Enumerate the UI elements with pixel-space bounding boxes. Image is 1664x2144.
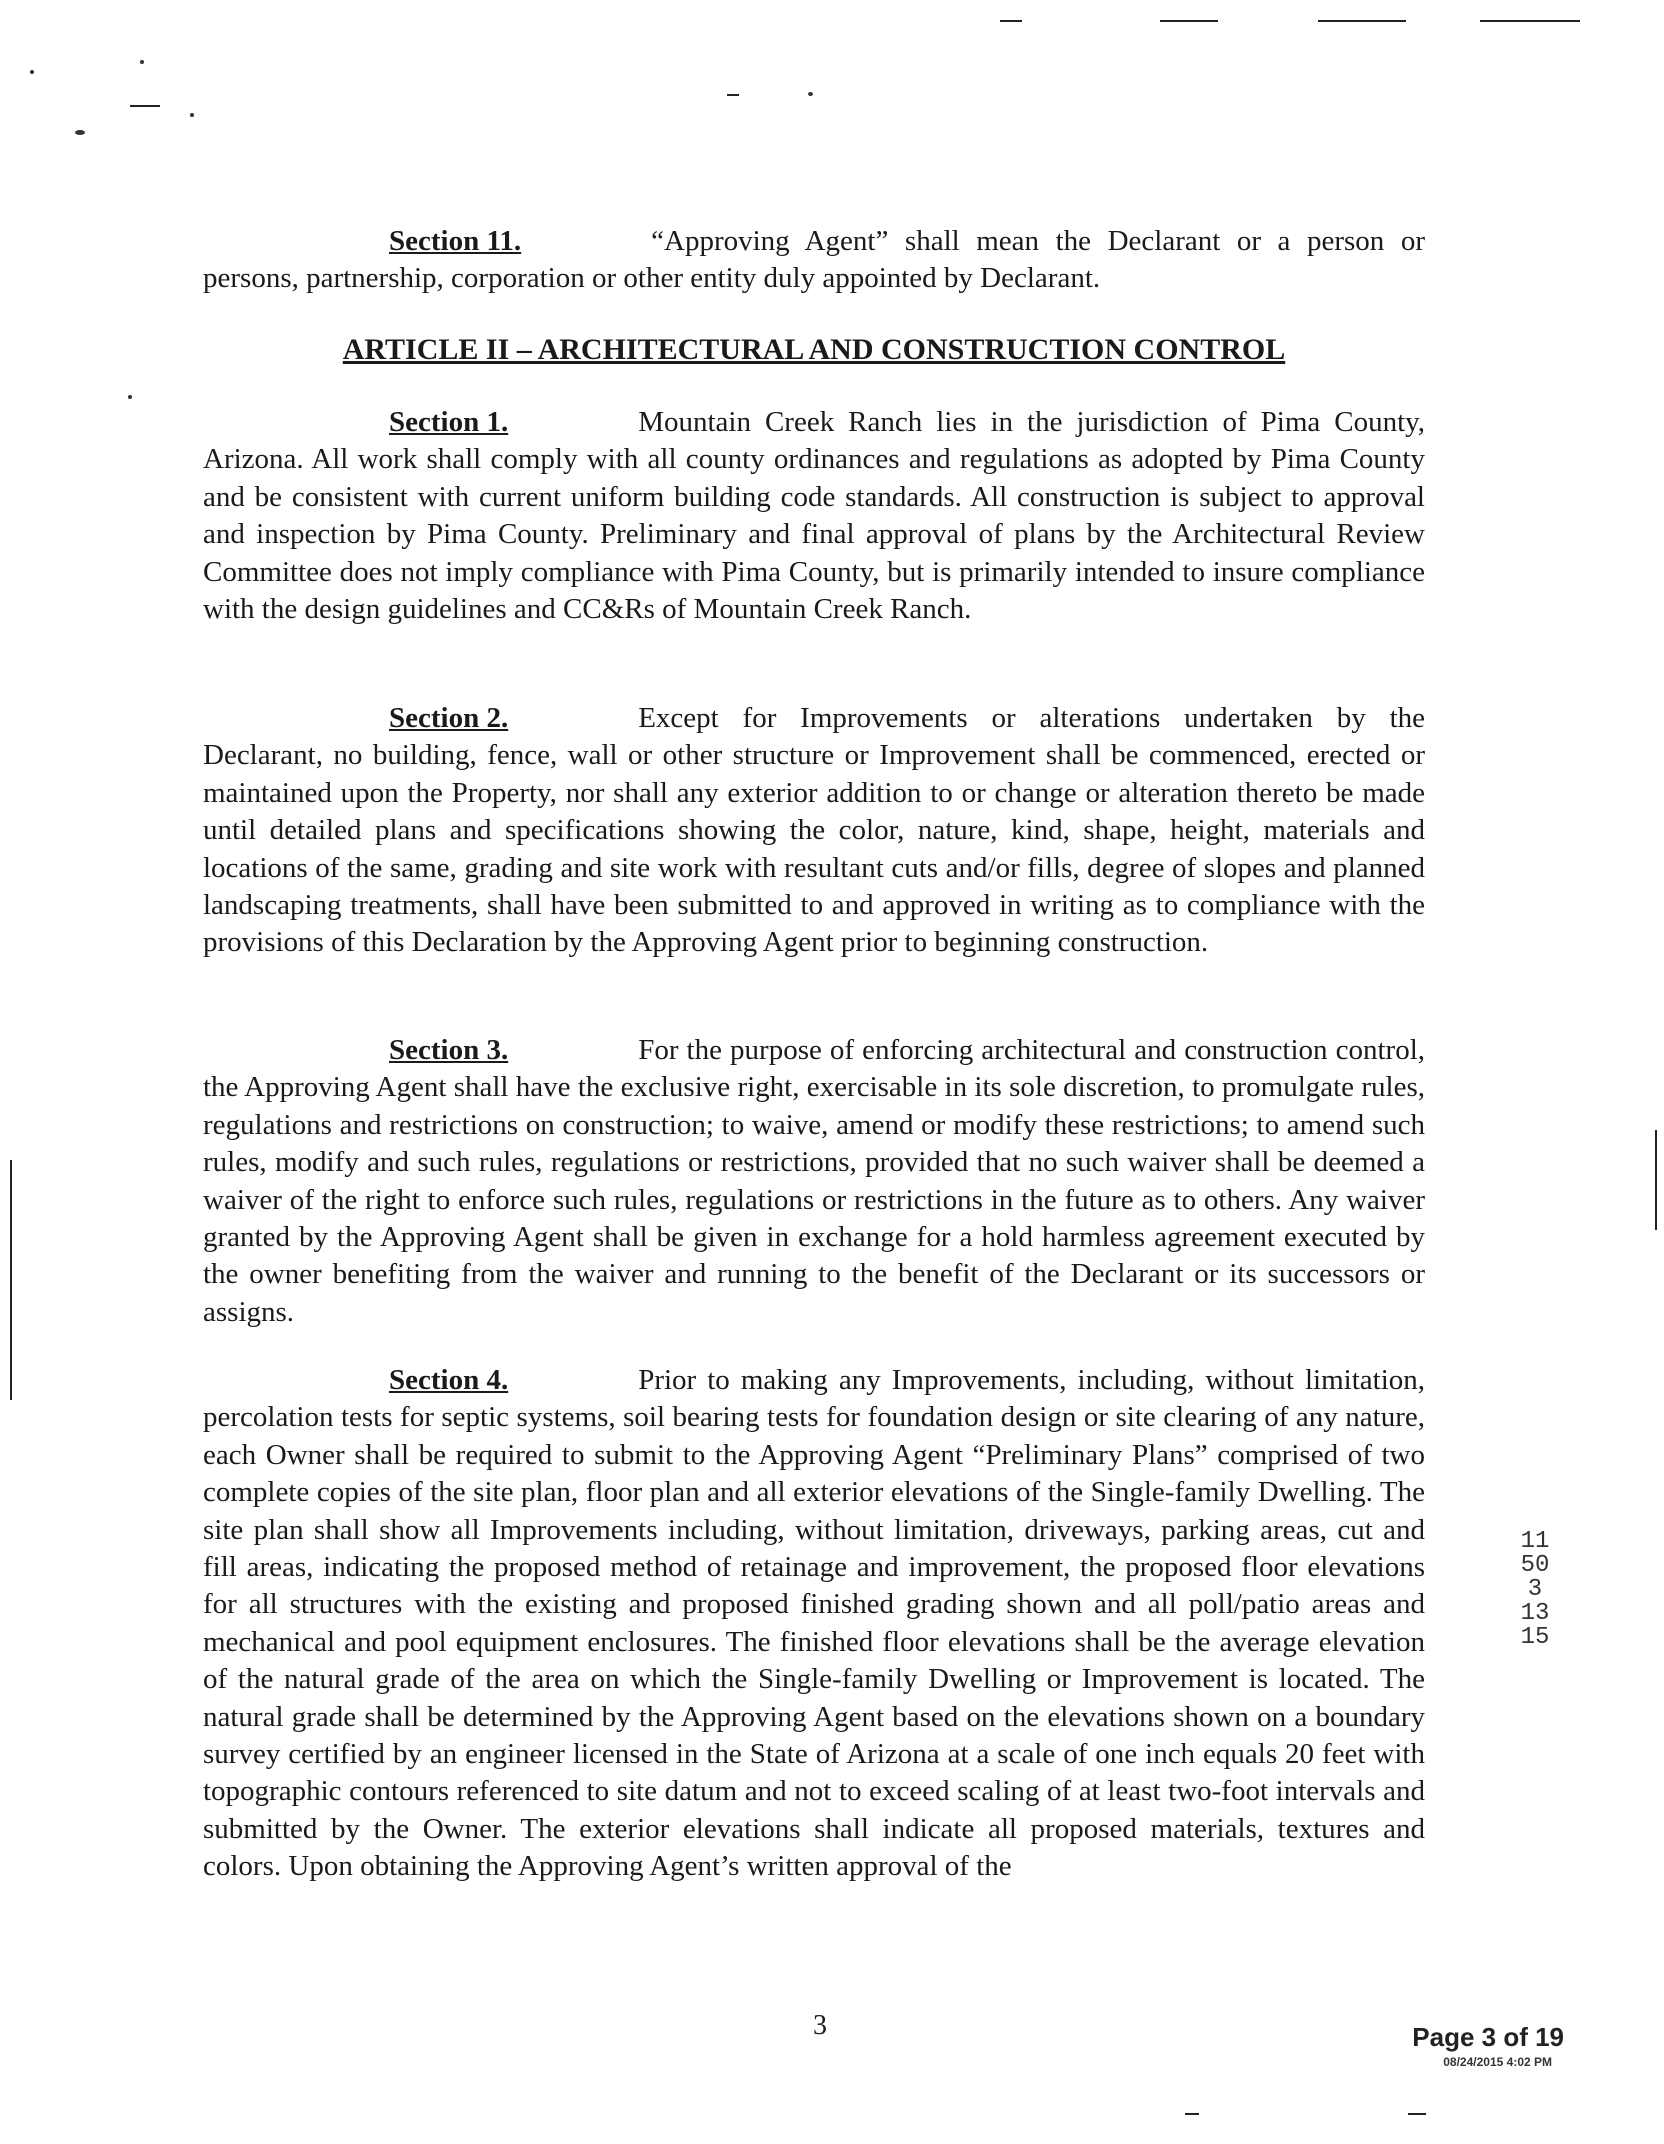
section-1-label: Section 1. <box>389 406 509 438</box>
scan-speck <box>128 395 132 399</box>
scan-speck <box>30 70 34 74</box>
scan-speck <box>190 113 194 117</box>
scan-speck <box>130 105 160 107</box>
section-3-label: Section 3. <box>389 1034 509 1066</box>
section-4-text: Prior to making any Improvements, including, without limitation, percolation tests for septic systems, soil bearing tests for foundation design or site clearing of any nature, each Owner shall be required to submit to the Approving Agent “Preliminary Plans” comprised of two complete copies of the site plan, floor plan and all exterior elevations of the Single-family Dwelling. The site plan shall show all Improvements including, without limitation, driveways, parking areas, cut and fill areas, indicating the proposed method of retainage and improvement, the proposed floor elevations for all structures with the existing and proposed finished grading shown and all poll/patio areas and mechanical and pool equipment enclosures. The finished floor elevations shall be the average elevation of the natural grade of the area on which the Single-family Dwelling or Improvement is located. The natural grade shall be determined by the Approving Agent based on the elevations shown on a boundary survey certified by an engineer licensed in the State of Arizona at a scale of one inch equals 20 feet with topographic contours referenced to site datum and not to exceed scaling of at least two-foot intervals and submitted by the Owner. The exterior elevations shall indicate all proposed materials, textures and colors. Upon obtaining the Approving Agent’s written approval of the <box>203 1364 1425 1883</box>
scan-line-mid <box>727 94 739 96</box>
scan-line-top-2 <box>1160 20 1218 22</box>
scan-line-top-1 <box>1000 20 1022 22</box>
scan-margin-line-right <box>1655 1130 1657 1230</box>
section-4-label: Section 4. <box>389 1364 509 1396</box>
section-1-text: Mountain Creek Ranch lies in the jurisdiction of Pima County, Arizona. All work shall comply with all county ordinances and regulations as adopted by Pima County and be consistent with current uniform building code standards. All construction is subject to approval and inspection by Pima County. Preliminary and final approval of plans by the Architectural Review Committee does not imply compliance with Pima County, but is primarily intended to insure compliance with the design guidelines and CC&Rs of Mountain Creek Ranch. <box>203 406 1425 626</box>
section-11-paragraph <box>203 223 1425 298</box>
section-2-paragraph <box>203 700 1425 962</box>
section-3-paragraph <box>203 1032 1425 1331</box>
recording-timestamp: 08/24/2015 4:02 PM <box>1443 2055 1552 2069</box>
scan-margin-line-left <box>10 1160 12 1400</box>
recording-number: 11503 1315 <box>1520 1528 1550 1651</box>
page-count-stamp: Page 3 of 19 <box>1412 2022 1564 2052</box>
scan-speck <box>75 130 85 135</box>
scan-line-top-4 <box>1480 20 1580 22</box>
section-11-label: Section 11. <box>389 225 522 257</box>
section-2-text: Except for Improvements or alterations undertaken by the Declarant, no building, fence, wall or other structure or Improvement shall be commenced, erected or maintained upon the Property, nor shall any exterior addition to or change or alteration thereto be made until detailed plans and specifications showing the color, nature, kind, shape, height, materials and locations of the same, grading and site work with resultant cuts and/or fills, degree of slopes and planned landscaping treatments, shall have been submitted to and approved in writing as to compliance with the provisions of this Declaration by the Approving Agent prior to beginning construction. <box>203 702 1425 959</box>
section-1-paragraph <box>203 404 1425 628</box>
page-number: 3 <box>813 2010 827 2041</box>
section-11-text: “Approving Agent” shall mean the Declarant or a person or persons, partnership, corporation or other entity duly appointed by Declarant. <box>203 225 1425 295</box>
scan-speck <box>140 60 144 64</box>
article-heading: ARTICLE II – ARCHITECTURAL AND CONSTRUCTION CONTROL <box>342 333 1286 366</box>
scan-speck <box>808 92 813 96</box>
section-2-label: Section 2. <box>389 702 509 734</box>
scan-line-bottom-2 <box>1408 2113 1426 2115</box>
scan-line-bottom-1 <box>1185 2113 1199 2115</box>
section-4-paragraph <box>203 1362 1425 1886</box>
scan-line-top-3 <box>1318 20 1406 22</box>
section-3-text: For the purpose of enforcing architectural and construction control, the Approving Agent shall have the exclusive right, exercisable in its sole discretion, to promulgate rules, regulations and restrictions on construction; to waive, amend or modify these restrictions; to amend such rules, modify and such rules, regulations or restrictions, provided that no such waiver shall be deemed a waiver of the right to enforce such rules, regulations or restrictions in the future as to others. Any waiver granted by the Approving Agent shall be given in exchange for a hold harmless agreement executed by the owner benefiting from the waiver and running to the benefit of the Declarant or its successors or assigns. <box>203 1034 1425 1328</box>
